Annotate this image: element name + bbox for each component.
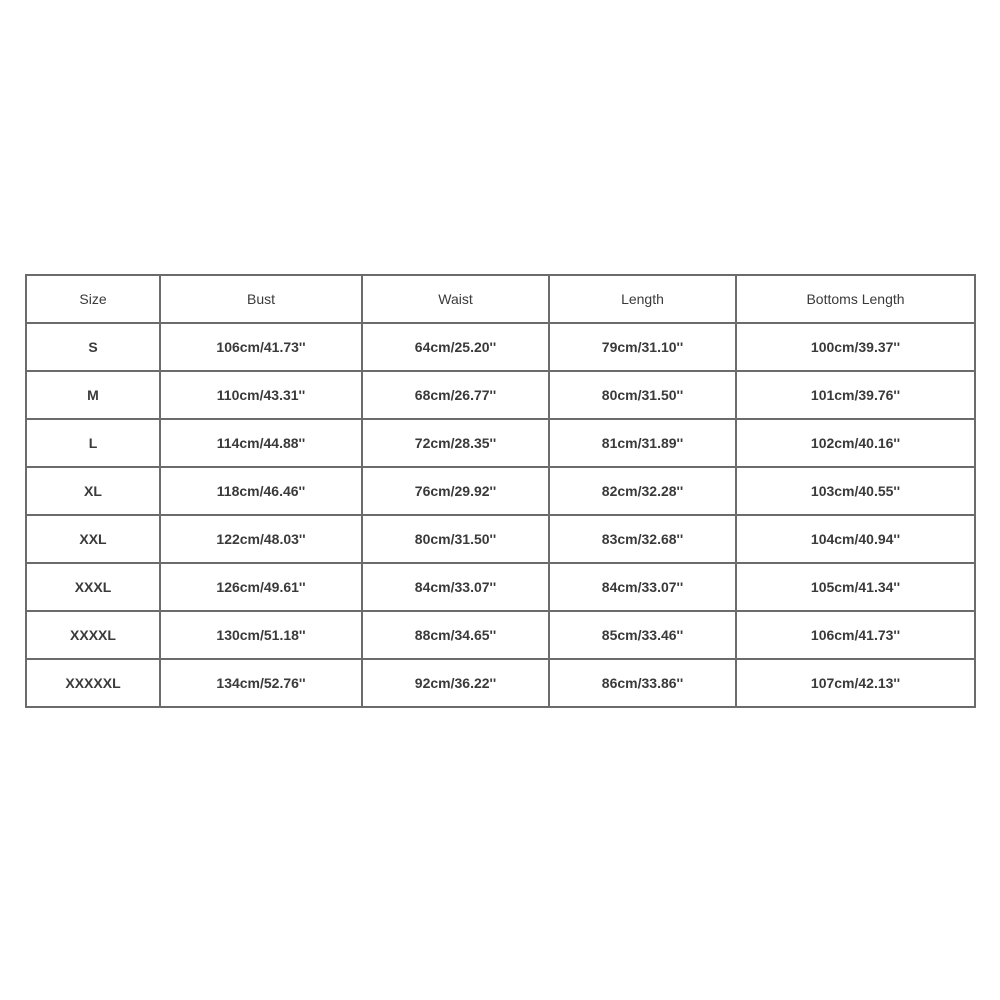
header-waist: Waist	[362, 275, 549, 323]
header-size: Size	[26, 275, 160, 323]
cell-waist: 84cm/33.07''	[362, 563, 549, 611]
cell-size: XL	[26, 467, 160, 515]
table-row	[26, 419, 975, 467]
cell-bust: 130cm/51.18''	[160, 611, 362, 659]
cell-waist: 72cm/28.35''	[362, 419, 549, 467]
cell-size: XXXL	[26, 563, 160, 611]
cell-size: L	[26, 419, 160, 467]
cell-waist: 88cm/34.65''	[362, 611, 549, 659]
table-row	[26, 371, 975, 419]
cell-length: 85cm/33.46''	[549, 611, 736, 659]
cell-size: XXXXXL	[26, 659, 160, 707]
cell-length: 79cm/31.10''	[549, 323, 736, 371]
size-chart-table	[25, 274, 976, 708]
cell-bust: 122cm/48.03''	[160, 515, 362, 563]
cell-bottoms-length: 106cm/41.73''	[736, 611, 975, 659]
table-row	[26, 659, 975, 707]
cell-bottoms-length: 102cm/40.16''	[736, 419, 975, 467]
cell-bottoms-length: 104cm/40.94''	[736, 515, 975, 563]
header-bust: Bust	[160, 275, 362, 323]
cell-length: 83cm/32.68''	[549, 515, 736, 563]
cell-length: 86cm/33.86''	[549, 659, 736, 707]
header-bottoms-length: Bottoms Length	[736, 275, 975, 323]
cell-bottoms-length: 105cm/41.34''	[736, 563, 975, 611]
cell-bottoms-length: 101cm/39.76''	[736, 371, 975, 419]
cell-bust: 134cm/52.76''	[160, 659, 362, 707]
cell-size: XXL	[26, 515, 160, 563]
cell-size: M	[26, 371, 160, 419]
cell-length: 80cm/31.50''	[549, 371, 736, 419]
cell-length: 81cm/31.89''	[549, 419, 736, 467]
cell-waist: 92cm/36.22''	[362, 659, 549, 707]
table-row	[26, 323, 975, 371]
table-row	[26, 467, 975, 515]
cell-bust: 106cm/41.73''	[160, 323, 362, 371]
cell-bust: 118cm/46.46''	[160, 467, 362, 515]
table-row	[26, 563, 975, 611]
cell-size: S	[26, 323, 160, 371]
cell-bottoms-length: 103cm/40.55''	[736, 467, 975, 515]
cell-bust: 110cm/43.31''	[160, 371, 362, 419]
cell-bottoms-length: 107cm/42.13''	[736, 659, 975, 707]
table-row	[26, 515, 975, 563]
cell-bust: 114cm/44.88''	[160, 419, 362, 467]
cell-waist: 80cm/31.50''	[362, 515, 549, 563]
cell-waist: 64cm/25.20''	[362, 323, 549, 371]
header-length: Length	[549, 275, 736, 323]
cell-length: 84cm/33.07''	[549, 563, 736, 611]
cell-bust: 126cm/49.61''	[160, 563, 362, 611]
cell-size: XXXXL	[26, 611, 160, 659]
cell-waist: 76cm/29.92''	[362, 467, 549, 515]
header-row	[26, 275, 975, 323]
cell-waist: 68cm/26.77''	[362, 371, 549, 419]
cell-bottoms-length: 100cm/39.37''	[736, 323, 975, 371]
table-row	[26, 611, 975, 659]
cell-length: 82cm/32.28''	[549, 467, 736, 515]
